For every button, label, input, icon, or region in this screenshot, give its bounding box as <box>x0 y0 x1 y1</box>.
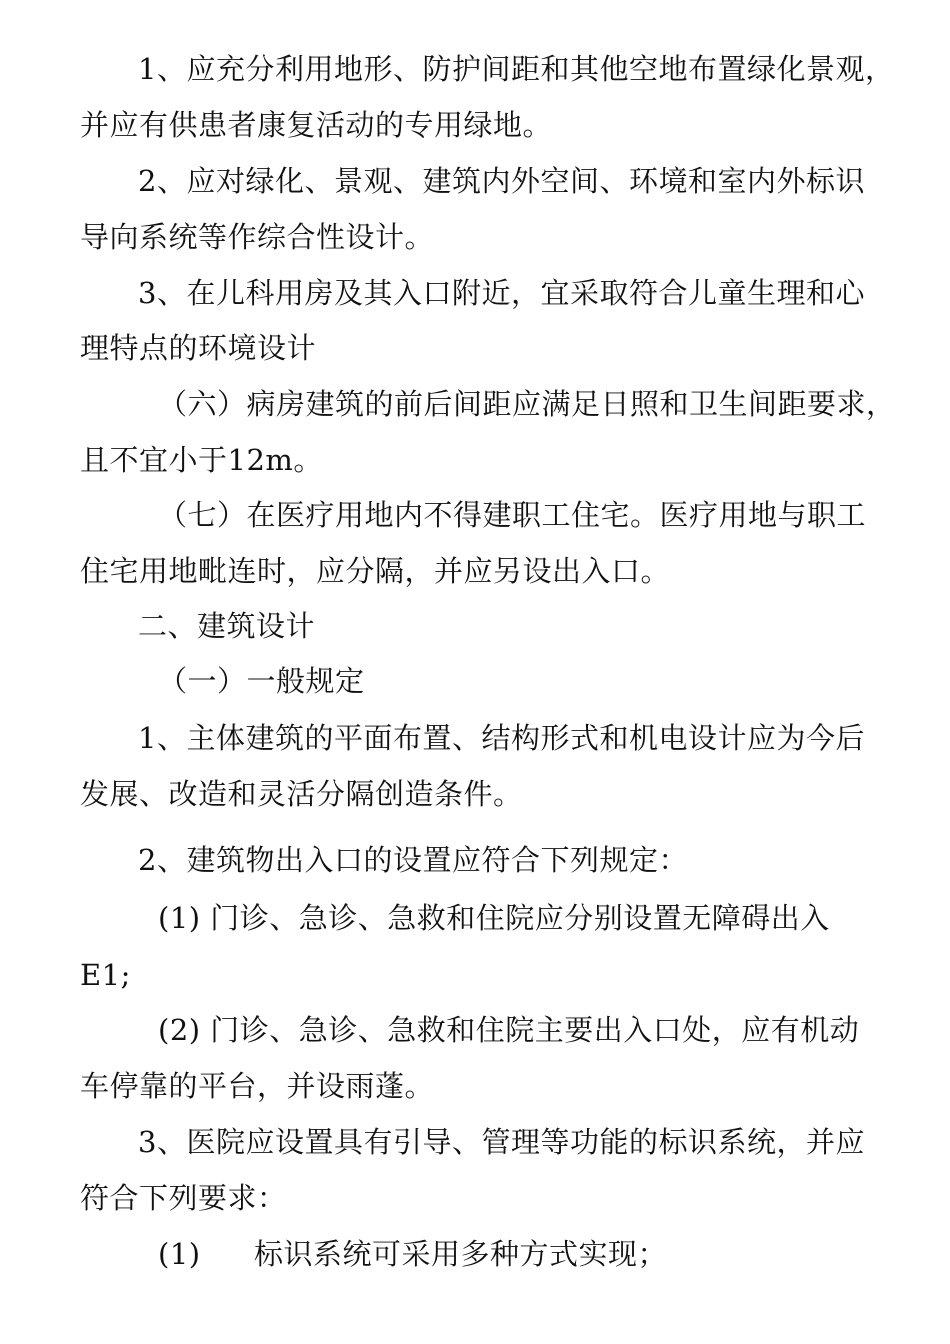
section-heading: 二、建筑设计 <box>138 609 316 643</box>
paragraph-line: 2、建筑物出入口的设置应符合下列规定： <box>138 843 688 877</box>
list-item-line: (1) 门诊、急诊、急救和住院应分别设置无障碍出入 <box>158 901 830 935</box>
list-item-line: E1; <box>80 958 131 992</box>
subsection-heading: （一）一般规定 <box>158 664 365 698</box>
paragraph-line: 1、应充分利用地形、防护间距和其他空地布置绿化景观， <box>138 52 895 86</box>
list-item-line <box>158 1237 667 1271</box>
paragraph-line: 2、应对绿化、景观、建筑内外空间、环境和室内外标识 <box>138 164 865 198</box>
list-item-line: (2) 门诊、急诊、急救和住院主要出入口处，应有机动 <box>158 1013 860 1047</box>
paragraph-line: 住宅用地毗连时，应分隔，并应另设出入口。 <box>80 554 671 588</box>
paragraph-line: 发展、改造和灵活分隔创造条件。 <box>80 777 523 811</box>
paragraph-line: 3、在儿科用房及其入口附近，宜采取符合儿童生理和心 <box>138 276 865 310</box>
paragraph-line: 3、医院应设置具有引导、管理等功能的标识系统，并应 <box>138 1125 865 1159</box>
paragraph-line: （六）病房建筑的前后间距应满足日照和卫生间距要求， <box>158 387 896 421</box>
list-item-number: (1) <box>158 1237 201 1271</box>
paragraph-line: （七）在医疗用地内不得建职工住宅。医疗用地与职工 <box>158 498 867 532</box>
paragraph-line: 1、主体建筑的平面布置、结构形式和机电设计应为今后 <box>138 721 865 755</box>
paragraph-line: 符合下列要求： <box>80 1181 287 1215</box>
list-item-line: 车停靠的平台，并设雨蓬。 <box>80 1069 435 1103</box>
paragraph-line: 导向系统等作综合性设计。 <box>80 220 435 254</box>
paragraph-line: 且不宜小于12m。 <box>80 443 323 477</box>
paragraph-line: 理特点的环境设计 <box>80 331 317 365</box>
list-item-text: 标识系统可采用多种方式实现； <box>254 1237 668 1271</box>
paragraph-line: 并应有供患者康复活动的专用绿地。 <box>80 108 553 142</box>
